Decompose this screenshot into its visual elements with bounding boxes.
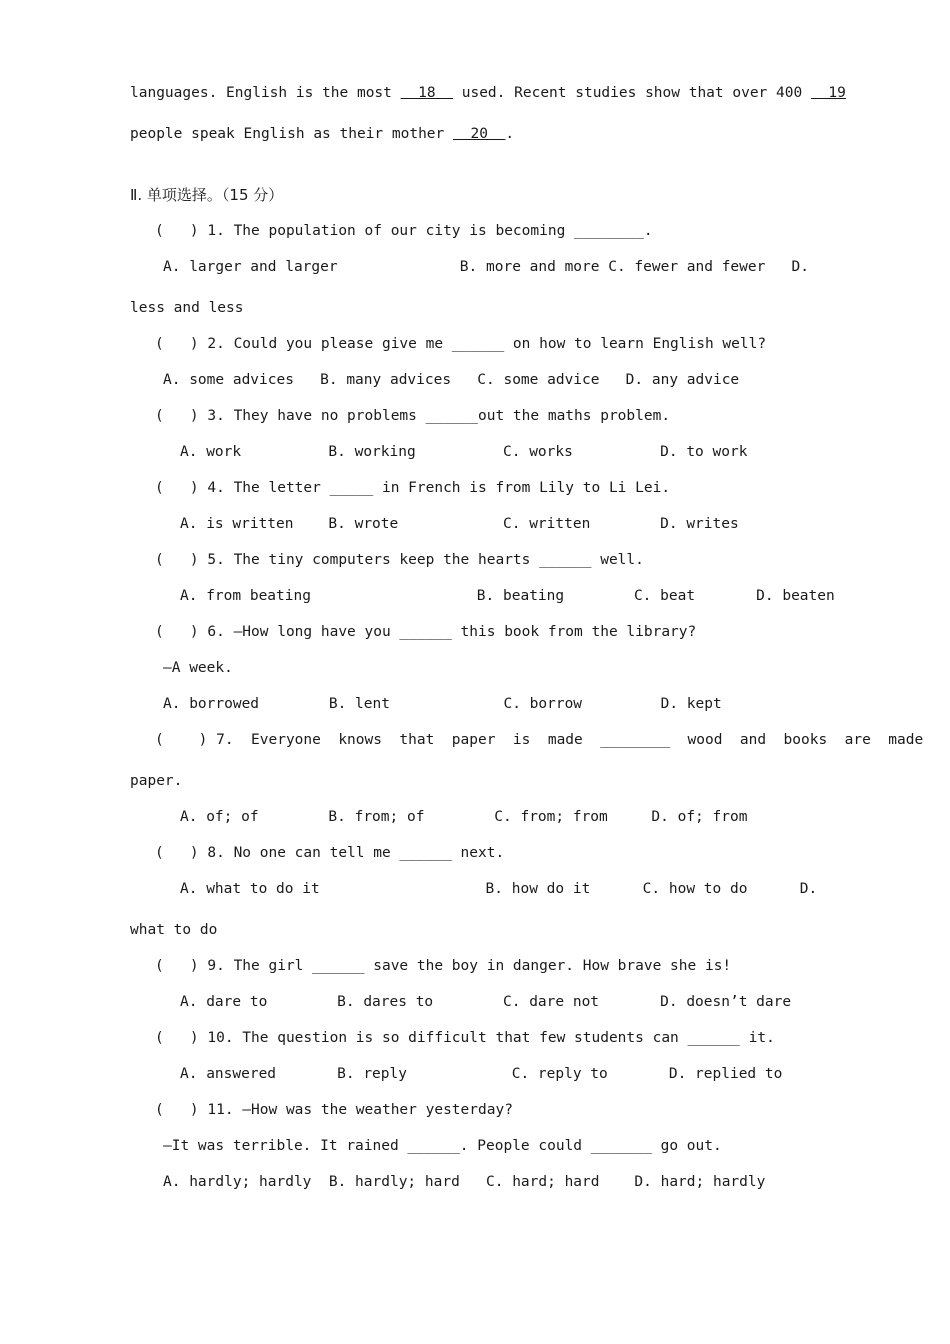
- question-options: A. work B. working C. works D. to work: [180, 444, 748, 460]
- question-options: A. borrowed B. lent C. borrow D. kept: [163, 696, 722, 712]
- question-options: A. what to do it B. how do it C. how to do D.: [180, 881, 818, 897]
- passage-line-1: [130, 83, 846, 103]
- question-options: A. hardly; hardly B. hardly; hard C. hard; hard D. hard; hardly: [163, 1174, 766, 1190]
- question-stem: ( ) 10. The question is so difficult that few students can ______ it.: [155, 1030, 775, 1046]
- question-stem: ( ) 3. They have no problems ______out the maths problem.: [155, 408, 671, 424]
- question-options-wrap: what to do: [130, 922, 218, 938]
- question-stem: ( ) 6. —How long have you ______ this book from the library?: [155, 624, 697, 640]
- question-options: A. dare to B. dares to C. dare not D. doesn’t dare: [180, 994, 792, 1010]
- passage-text: people speak English as their mother: [130, 126, 454, 142]
- question-stem: ( ) 11. —How was the weather yesterday?: [155, 1102, 513, 1118]
- blank-19: 19: [810, 85, 846, 101]
- question-options-wrap: less and less: [130, 300, 244, 316]
- question-stem: ( ) 7. Everyone knows that paper is made ________ wood and books are made: [155, 732, 924, 748]
- question-stem: ( ) 5. The tiny computers keep the hearts ______ well.: [155, 552, 644, 568]
- passage-line-2: [130, 124, 514, 144]
- question-stem: ( ) 1. The population of our city is becoming ________.: [155, 223, 653, 239]
- question-reply: —It was terrible. It rained ______. People could _______ go out.: [163, 1138, 722, 1154]
- question-options: A. answered B. reply C. reply to D. replied to: [180, 1066, 783, 1082]
- question-reply: —A week.: [163, 660, 233, 676]
- question-stem: ( ) 4. The letter _____ in French is from Lily to Li Lei.: [155, 480, 671, 496]
- section-heading: Ⅱ. 单项选择。（15 分）: [130, 186, 284, 204]
- question-options: A. larger and larger B. more and more C. fewer and fewer D.: [163, 259, 810, 275]
- question-options: A. from beating B. beating C. beat D. beaten: [180, 588, 835, 604]
- passage-text: used. Recent studies show that over 400: [453, 85, 811, 101]
- question-stem-wrap: paper.: [130, 773, 183, 789]
- question-stem: ( ) 9. The girl ______ save the boy in danger. How brave she is!: [155, 958, 732, 974]
- question-options: A. of; of B. from; of C. from; from D. of; from: [180, 809, 748, 825]
- blank-20: 20: [453, 126, 506, 142]
- question-stem: ( ) 2. Could you please give me ______ on how to learn English well?: [155, 336, 767, 352]
- question-stem: ( ) 8. No one can tell me ______ next.: [155, 845, 505, 861]
- passage-text: languages. English is the most: [130, 85, 401, 101]
- question-options: A. some advices B. many advices C. some advice D. any advice: [163, 372, 740, 388]
- blank-18: 18: [400, 85, 454, 101]
- passage-text: .: [505, 126, 515, 142]
- question-options: A. is written B. wrote C. written D. writes: [180, 516, 739, 532]
